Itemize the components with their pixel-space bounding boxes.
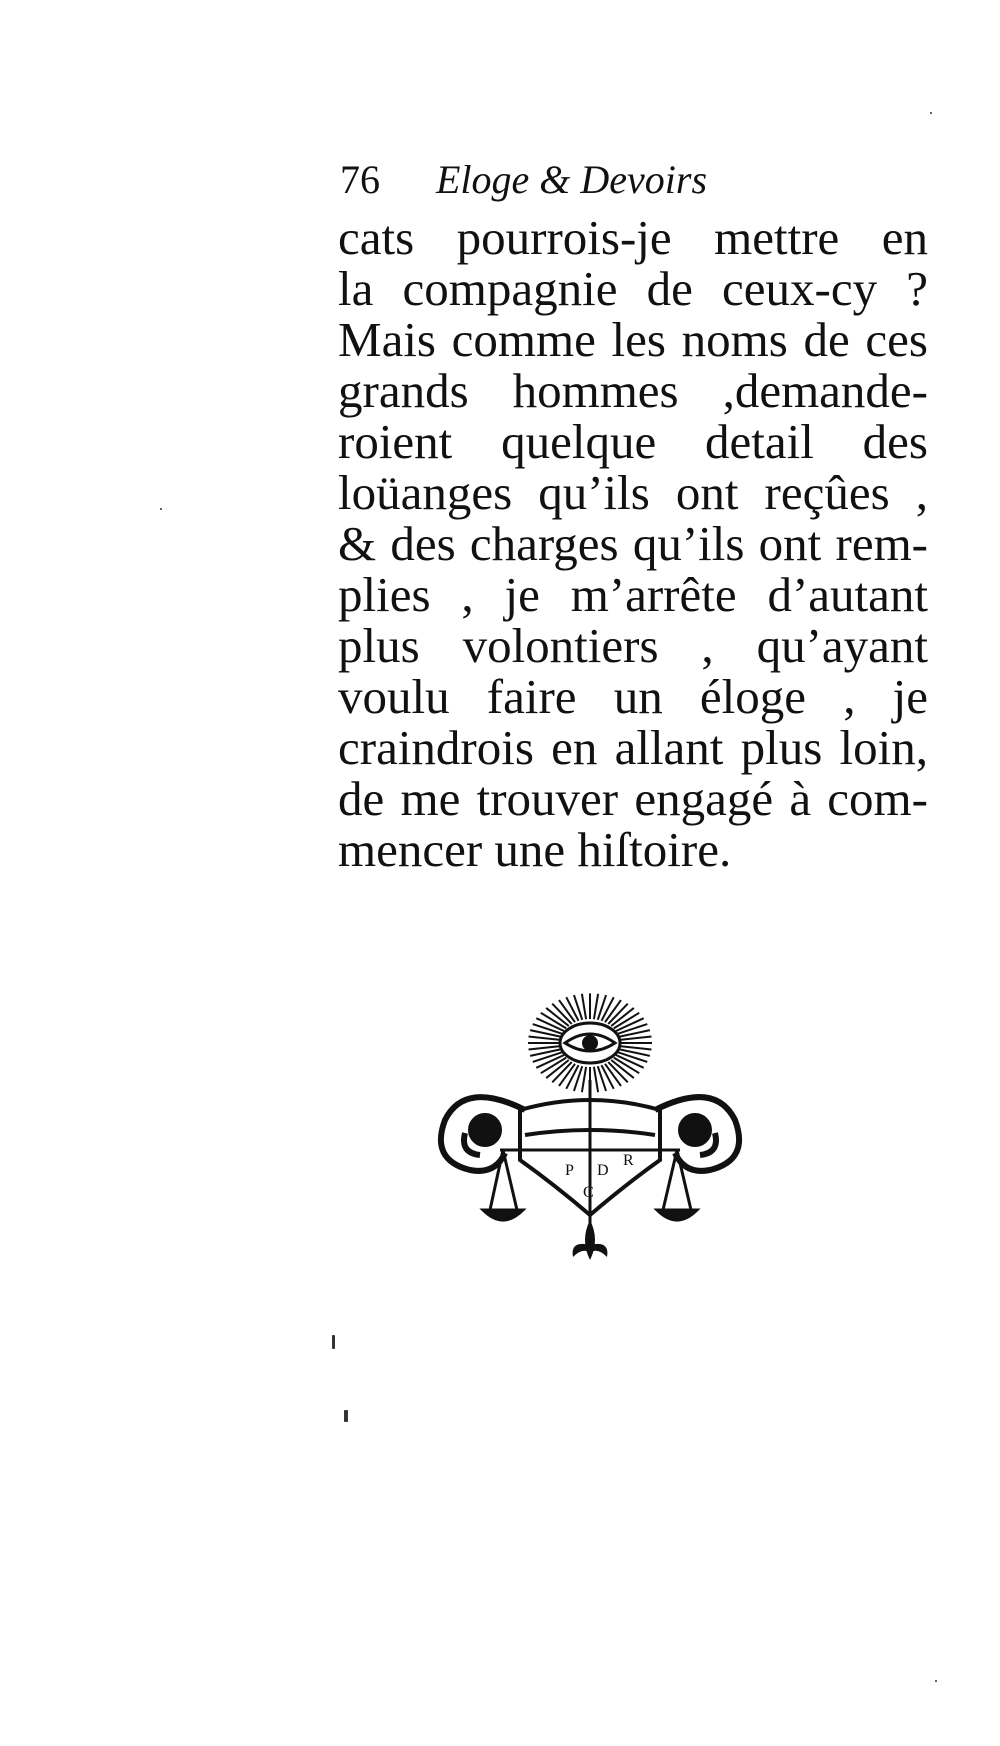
fleur-de-lis-icon — [573, 1220, 608, 1260]
sun-ray — [594, 1067, 598, 1092]
device-letter: D — [597, 1162, 609, 1179]
text-line: loüanges qu’ils ont reçûes , — [338, 465, 928, 520]
printers-device-eye-and-scales-icon — [425, 985, 805, 1305]
sun-ray — [620, 1046, 652, 1049]
text-line: plies , je m’arrête d’autant — [338, 567, 928, 622]
running-title: Eloge & Devoirs — [436, 157, 708, 202]
text-line: grands hommes ,demande- — [338, 363, 928, 418]
text-line: plus volontiers , qu’ayant — [338, 618, 928, 673]
scroll-left-icon — [441, 1097, 525, 1171]
body-text — [338, 212, 928, 875]
scroll-right-icon — [655, 1097, 739, 1171]
text-line: la compagnie de ceux-cy ? — [338, 261, 928, 316]
text-line: Mais comme les noms de ces — [338, 312, 928, 367]
scan-speck — [160, 508, 162, 510]
device-letter: P — [565, 1162, 574, 1179]
sun-ray — [582, 1067, 586, 1092]
scan-speck — [332, 1335, 335, 1349]
text-line: roient quelque detail des — [338, 414, 928, 469]
text-line: craindrois en allant plus loin, — [338, 720, 928, 775]
text-line: voulu faire un éloge , je — [338, 669, 928, 724]
scales-icon — [483, 1080, 697, 1225]
text-line: de me trouver engagé à com- — [338, 771, 928, 826]
text-line: cats pourrois-je mettre en — [338, 210, 928, 265]
page-number: 76 — [340, 157, 380, 202]
device-letter: C — [583, 1184, 594, 1201]
text-line: mencer une hiſtoire. — [338, 822, 732, 877]
device-letter: R — [623, 1152, 634, 1169]
scan-speck — [930, 112, 932, 114]
running-head — [340, 150, 940, 210]
sun-ray — [620, 1037, 652, 1040]
sun-ray — [582, 994, 586, 1019]
scan-speck — [935, 1680, 937, 1682]
scan-speck — [344, 1410, 348, 1422]
sun-ray — [594, 994, 598, 1019]
sun-ray — [529, 1046, 561, 1049]
text-line: & des charges qu’ils ont rem- — [338, 516, 928, 571]
sun-ray — [529, 1037, 561, 1040]
